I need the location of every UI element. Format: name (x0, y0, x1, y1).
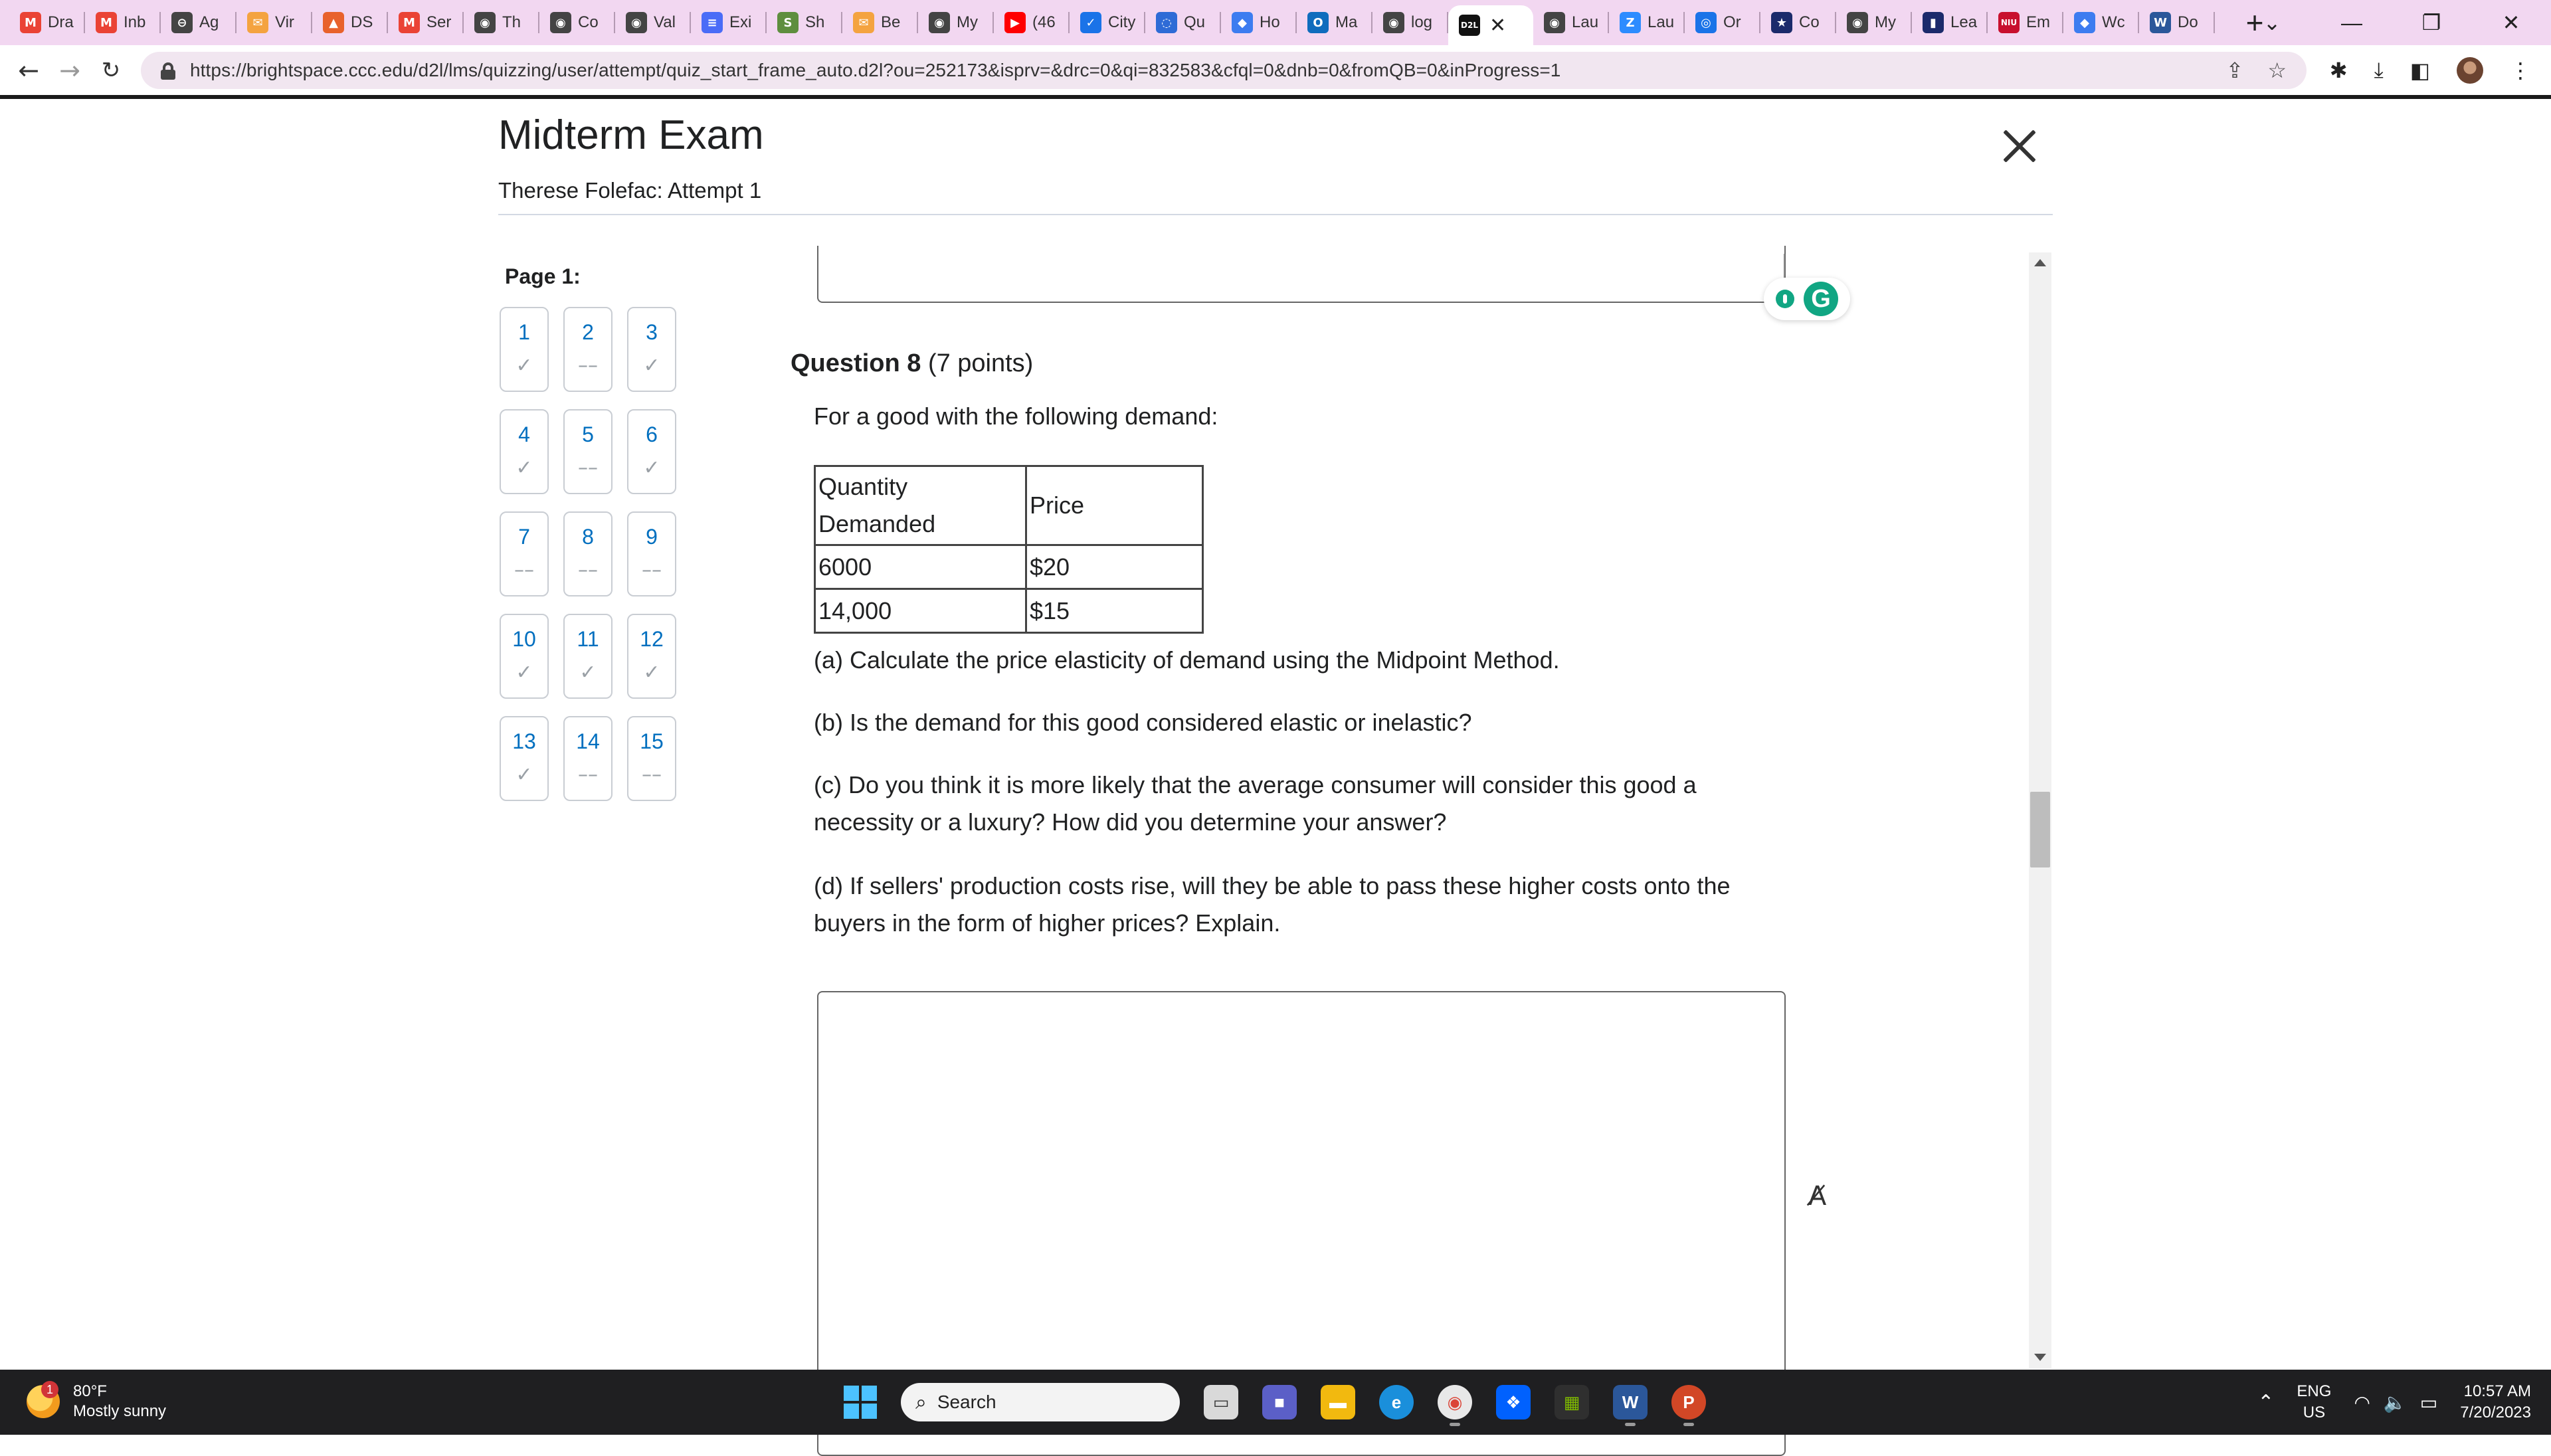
share-icon[interactable]: ⇪ (2225, 58, 2244, 82)
tab-favicon-icon: M (399, 12, 420, 33)
question-nav-button[interactable] (563, 716, 613, 801)
answered-check-icon: ✓ (643, 661, 660, 684)
question-navigator (500, 307, 676, 801)
grammarly-widget[interactable] (1764, 278, 1850, 320)
browser-tab[interactable] (1221, 0, 1297, 45)
question-label: Question 8 (791, 349, 921, 377)
tab-title: Ag (199, 13, 219, 31)
tab-title: Val (654, 13, 676, 31)
question-heading (791, 349, 1033, 378)
question-number: 2 (582, 320, 594, 344)
tab-favicon-icon: ◎ (1695, 12, 1717, 33)
close-quiz-icon[interactable] (2000, 126, 2039, 166)
question-nav-button[interactable] (563, 511, 613, 596)
scroll-up-arrow-icon[interactable] (2034, 259, 2046, 266)
cell-price: $15 (1026, 589, 1203, 633)
unanswered-dash-icon: –– (578, 763, 598, 786)
tab-title: (46 (1032, 13, 1056, 31)
unanswered-dash-icon: –– (578, 456, 598, 480)
question-nav-button[interactable] (500, 511, 549, 596)
tab-favicon-icon: ◆ (2074, 12, 2095, 33)
browser-tab[interactable] (918, 0, 994, 45)
table-row (815, 589, 1203, 633)
unanswered-dash-icon: –– (578, 559, 598, 582)
tab-title: Dra (48, 13, 74, 31)
tab-title: Lau (1648, 13, 1675, 31)
question-intro: For a good with the following demand: (814, 403, 1218, 430)
volume-muted-icon[interactable]: 🔈 (2383, 1391, 2407, 1413)
search-placeholder: Search (937, 1392, 996, 1412)
clock-date: 7/20/2023 (2460, 1404, 2531, 1421)
question-nav-button[interactable] (627, 511, 676, 596)
browser-extensions (2330, 45, 2531, 96)
tab-favicon-icon: ▶ (1004, 12, 1026, 33)
edge-browser-icon[interactable]: e (1379, 1385, 1414, 1419)
download-icon[interactable]: ⤓ (2374, 58, 2384, 82)
taskbar-search[interactable] (901, 1383, 1180, 1421)
browser-tab[interactable] (161, 0, 236, 45)
part-b-text: (b) Is the demand for this good considered elastic or inelastic? (814, 709, 1472, 736)
tab-title: Em (2026, 13, 2050, 31)
windows-taskbar (0, 1370, 2551, 1435)
unanswered-dash-icon: –– (578, 354, 598, 377)
question-number: 14 (576, 729, 600, 753)
browser-tab[interactable] (1297, 0, 1372, 45)
tab-favicon-icon: D2L (1459, 15, 1480, 36)
weather-widget[interactable] (27, 1382, 166, 1421)
tab-favicon-icon: ◌ (1156, 12, 1177, 33)
language-indicator[interactable] (2297, 1381, 2331, 1423)
tab-favicon-icon: ◉ (550, 12, 571, 33)
browser-tab[interactable] (2063, 0, 2139, 45)
spellcheck-icon[interactable]: A̸ (1808, 1181, 1827, 1212)
answered-check-icon: ✓ (516, 763, 533, 786)
answered-check-icon: ✓ (516, 354, 533, 377)
tab-title: City (1108, 13, 1136, 31)
header-quantity: Quantity Demanded (815, 466, 1026, 545)
answered-check-icon: ✓ (643, 456, 660, 480)
question-number: 4 (518, 422, 530, 446)
tab-favicon-icon: ◉ (626, 12, 647, 33)
lang-code: ENG (2297, 1382, 2332, 1400)
table-row (815, 545, 1203, 589)
tab-title: Th (502, 13, 521, 31)
cell-price: $20 (1026, 545, 1203, 589)
question-number: 7 (518, 525, 530, 549)
address-bar[interactable] (141, 52, 2307, 89)
tab-favicon-icon: ◆ (1232, 12, 1253, 33)
lang-region: US (2303, 1404, 2326, 1421)
sun-icon (27, 1385, 60, 1418)
lock-icon[interactable] (161, 62, 175, 78)
powerpoint-icon[interactable]: P (1671, 1385, 1706, 1419)
tab-title: Wc (2102, 13, 2125, 31)
browser-tab[interactable] (615, 0, 691, 45)
tab-favicon-icon: ≡ (702, 12, 723, 33)
browser-tab[interactable] (1372, 0, 1448, 45)
tab-favicon-icon: NIU (1998, 12, 2020, 33)
weather-desc: Mostly sunny (73, 1402, 167, 1420)
omnibox-actions (2226, 52, 2287, 89)
tab-favicon-icon: ▲ (323, 12, 344, 33)
tab-favicon-icon: ⊖ (171, 12, 193, 33)
tab-title: Vir (275, 13, 294, 31)
tab-favicon-icon: ◉ (1544, 12, 1565, 33)
cell-quantity: 6000 (815, 545, 1026, 589)
tab-close-icon[interactable]: ✕ (1489, 14, 1507, 37)
grammarly-bulb-icon[interactable] (1776, 290, 1794, 308)
minimize-button[interactable]: — (2341, 10, 2362, 35)
tab-title: Co (1799, 13, 1820, 31)
demand-table (814, 465, 1204, 634)
forward-icon[interactable]: → (59, 56, 80, 85)
tab-favicon-icon: ▮ (1923, 12, 1944, 33)
question-number: 12 (640, 627, 664, 651)
browser-menu-icon[interactable]: ⋮ (2510, 58, 2531, 82)
microsoft-store-icon[interactable]: ▦ (1555, 1385, 1589, 1419)
question-points: (7 points) (927, 349, 1034, 377)
question-number: 8 (582, 525, 594, 549)
unanswered-dash-icon: –– (642, 763, 662, 786)
tray-status-icons (2354, 1392, 2437, 1413)
question-number: 5 (582, 422, 594, 446)
close-window-button[interactable]: ✕ (2502, 11, 2520, 35)
page-label: Page 1: (505, 264, 581, 288)
browser-tab[interactable] (1448, 5, 1533, 45)
browser-tab[interactable] (1145, 0, 1221, 45)
question-nav-button[interactable] (627, 409, 676, 494)
browser-tab[interactable] (1609, 0, 1685, 45)
tab-favicon-icon: ◉ (474, 12, 496, 33)
question-nav-button[interactable] (500, 716, 549, 801)
tab-title: My (1875, 13, 1896, 31)
browser-toolbar (0, 45, 2551, 96)
browser-tab[interactable] (994, 0, 1070, 45)
question-number: 10 (512, 627, 536, 651)
answered-check-icon: ✓ (516, 661, 533, 684)
tab-title: Lea (1950, 13, 1978, 31)
chrome-browser-icon[interactable]: ◉ (1438, 1385, 1472, 1419)
clock-time: 10:57 AM (2463, 1382, 2531, 1400)
system-tray (2257, 1370, 2531, 1435)
question-nav-button[interactable] (563, 409, 613, 494)
dropbox-icon[interactable]: ❖ (1496, 1385, 1531, 1419)
tab-title: My (957, 13, 978, 31)
tab-title: Exi (729, 13, 752, 31)
bookmark-star-icon[interactable]: ☆ (2267, 58, 2287, 82)
tab-list (9, 0, 2215, 45)
browser-tab[interactable] (464, 0, 539, 45)
tab-title: DS (351, 13, 373, 31)
taskbar-apps (844, 1379, 1706, 1425)
tab-favicon-icon: S (777, 12, 799, 33)
tab-favicon-icon: ★ (1771, 12, 1792, 33)
browser-tab[interactable] (312, 0, 388, 45)
side-panel-icon[interactable]: ◧ (2409, 58, 2430, 82)
tab-favicon-icon: ◉ (1383, 12, 1404, 33)
tab-favicon-icon: ✓ (1080, 12, 1101, 33)
tab-favicon-icon: O (1307, 12, 1329, 33)
window-controls (2232, 0, 2551, 45)
question-number: 13 (512, 729, 536, 753)
teams-chat-icon[interactable]: ■ (1262, 1385, 1297, 1419)
scroll-down-arrow-icon[interactable] (2034, 1354, 2046, 1361)
url-text[interactable]: https://brightspace.ccc.edu/d2l/lms/quizzing/user/attempt/quiz_start_frame_auto.d2l?ou=252173&isprv=&drc=0&qi=832583&cfql=0&dnb=0&fromQB=0&inProgress=1 (190, 60, 1561, 80)
answered-check-icon: ✓ (643, 354, 660, 377)
tab-title: Be (881, 13, 901, 31)
question-nav-button[interactable] (500, 614, 549, 699)
extensions-puzzle-icon[interactable]: ✱ (2329, 58, 2348, 82)
part-c-text: (c) Do you think it is more likely that the average consumer will consider this good a necessity or a luxury? How did you determine your answer? (814, 771, 1697, 836)
page-title: Midterm Exam (498, 112, 764, 158)
question-number: 11 (577, 627, 599, 651)
browser-tab[interactable] (767, 0, 842, 45)
tab-title: Or (1723, 13, 1741, 31)
wifi-icon[interactable]: ◠ (2354, 1391, 2370, 1413)
browser-tab[interactable] (9, 0, 85, 45)
question-nav-button[interactable] (627, 307, 676, 392)
question-nav-button[interactable] (500, 307, 549, 392)
tab-title: Ser (426, 13, 452, 31)
tab-title: log (1411, 13, 1433, 31)
browser-tab[interactable] (388, 0, 464, 45)
tab-favicon-icon: ◉ (1847, 12, 1868, 33)
answered-check-icon: ✓ (516, 456, 533, 480)
answered-check-icon: ✓ (579, 661, 597, 684)
tab-title: Inb (124, 13, 146, 31)
profile-avatar[interactable] (2457, 57, 2483, 84)
tab-favicon-icon: W (2150, 12, 2171, 33)
question-nav-button[interactable] (500, 409, 549, 494)
question-number: 3 (646, 320, 658, 344)
tab-favicon-icon: Z (1620, 12, 1641, 33)
weather-text (73, 1382, 166, 1421)
question-number: 1 (518, 320, 530, 344)
browser-tab[interactable] (1760, 0, 1836, 45)
header-price: Price (1026, 466, 1203, 545)
grammarly-logo-icon[interactable]: G (1804, 282, 1838, 316)
reload-icon[interactable]: ↻ (101, 57, 121, 84)
browser-tab[interactable] (1988, 0, 2063, 45)
tab-favicon-icon: ✉ (853, 12, 874, 33)
cell-quantity: 14,000 (815, 589, 1026, 633)
browser-tab[interactable] (1912, 0, 1988, 45)
battery-icon[interactable]: ▭ (2419, 1391, 2438, 1413)
tab-search-button[interactable]: ⌄ (2263, 11, 2281, 35)
part-a-text: (a) Calculate the price elasticity of demand using the Midpoint Method. (814, 646, 1560, 674)
restore-button[interactable]: ❐ (2421, 11, 2441, 35)
header-divider (498, 214, 2053, 215)
new-tab-button[interactable]: + (2245, 5, 2264, 40)
tab-title: Ho (1260, 13, 1280, 31)
attempt-subtitle: Therese Folefac: Attempt 1 (498, 178, 762, 203)
question-number: 9 (646, 525, 658, 549)
browser-tab[interactable] (2139, 0, 2215, 45)
tab-title: Sh (805, 13, 825, 31)
tab-title: Do (2178, 13, 2198, 31)
table-header-row (815, 466, 1203, 545)
weather-temp: 80°F (73, 1382, 107, 1400)
question-nav-button[interactable] (563, 614, 613, 699)
toolbar-divider (0, 95, 2551, 99)
back-icon[interactable]: ← (18, 56, 39, 85)
question-number: 15 (640, 729, 664, 753)
previous-answer-box[interactable] (817, 246, 1786, 303)
question-nav-button[interactable] (563, 307, 613, 392)
unanswered-dash-icon: –– (642, 559, 662, 582)
unanswered-dash-icon: –– (514, 559, 534, 582)
tab-title: Co (578, 13, 599, 31)
browser-tab[interactable] (1836, 0, 1912, 45)
tab-favicon-icon: M (20, 12, 41, 33)
tab-title: Ma (1335, 13, 1358, 31)
scrollbar-thumb[interactable] (2030, 792, 2050, 867)
browser-tab[interactable] (1070, 0, 1145, 45)
notification-badge: 1 (41, 1381, 58, 1398)
question-nav-button[interactable] (627, 614, 676, 699)
search-icon: ⌕ (915, 1390, 927, 1414)
part-d-text: (d) If sellers' production costs rise, will they be able to pass these higher costs onto the buyers in the form of higher prices? Explain. (814, 872, 1731, 937)
show-hidden-icons-icon[interactable]: ⌃ (2257, 1390, 2275, 1414)
browser-tab[interactable] (1685, 0, 1760, 45)
browser-tab[interactable] (85, 0, 161, 45)
tab-title: Qu (1184, 13, 1206, 31)
browser-tab[interactable] (842, 0, 918, 45)
clock[interactable] (2460, 1381, 2531, 1423)
text-cursor (1784, 254, 1785, 280)
question-nav-button[interactable] (627, 716, 676, 801)
browser-tab-strip (0, 0, 2551, 45)
tab-favicon-icon: M (96, 12, 117, 33)
word-icon[interactable]: W (1613, 1385, 1648, 1419)
browser-tab[interactable] (691, 0, 767, 45)
file-explorer-icon[interactable]: ▬ (1321, 1385, 1355, 1419)
tab-favicon-icon: ◉ (929, 12, 950, 33)
windows-start-icon[interactable] (844, 1386, 877, 1419)
task-view-icon[interactable]: ▭ (1204, 1385, 1238, 1419)
tab-title: Lau (1572, 13, 1599, 31)
tab-favicon-icon: ✉ (247, 12, 268, 33)
question-number: 6 (646, 422, 658, 446)
browser-tab[interactable] (1533, 0, 1609, 45)
browser-tab[interactable] (539, 0, 615, 45)
browser-tab[interactable] (236, 0, 312, 45)
